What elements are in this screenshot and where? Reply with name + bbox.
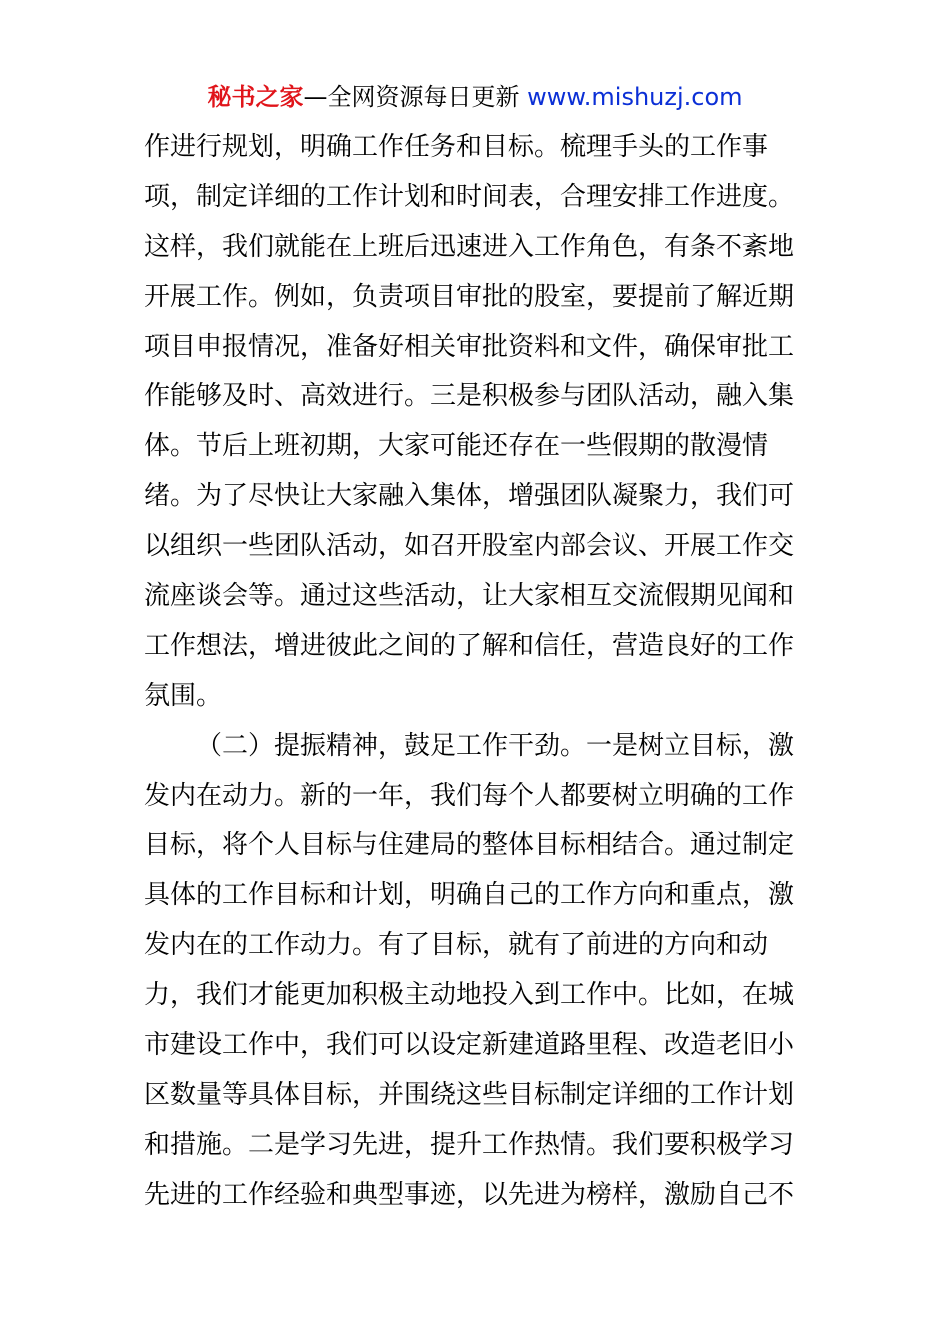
text-line: 项，制定详细的工作计划和时间表，合理安排工作进度。 — [144, 181, 795, 212]
text-line: 氛围。 — [144, 680, 223, 711]
text-line: 以组织一些团队活动，如召开股室内部会议、开展工作交 — [144, 531, 795, 562]
text-line: 开展工作。例如，负责项目审批的股室，要提前了解近期 — [144, 281, 795, 312]
text-line: 流座谈会等。通过这些活动，让大家相互交流假期见闻和 — [144, 581, 795, 612]
text-line: 这样，我们就能在上班后迅速进入工作角色，有条不紊地 — [144, 231, 795, 262]
text-line: 力，我们才能更加积极主动地投入到工作中。比如，在城 — [144, 980, 795, 1011]
text-line: 绪。为了尽快让大家融入集体，增强团队凝聚力，我们可 — [144, 481, 795, 512]
text-line: 先进的工作经验和典型事迹，以先进为榜样，激励自己不 — [144, 1179, 795, 1210]
site-slogan: —全网资源每日更新 — [303, 83, 528, 111]
text-line: 区数量等具体目标，并围绕这些目标制定详细的工作计划 — [144, 1079, 795, 1110]
site-url[interactable]: www.mishuzj.com — [527, 83, 743, 111]
section-heading-line: （二）提振精神，鼓足工作干劲。一是树立目标，激 — [196, 730, 795, 761]
text-line: 市建设工作中，我们可以设定新建道路里程、改造老旧小 — [144, 1030, 795, 1061]
text-line: 发内在的工作动力。有了目标，就有了前进的方向和动 — [144, 930, 769, 961]
text-line: 工作想法，增进彼此之间的了解和信任，营造良好的工作 — [144, 630, 795, 661]
text-line: 作进行规划，明确工作任务和目标。梳理手头的工作事 — [144, 132, 769, 162]
text-line: 发内在动力。新的一年，我们每个人都要树立明确的工作 — [144, 780, 795, 811]
text-line: 目标，将个人目标与住建局的整体目标相结合。通过制定 — [144, 830, 795, 861]
text-line: 和措施。二是学习先进，提升工作热情。我们要积极学习 — [144, 1129, 795, 1160]
site-brand: 秘书之家 — [207, 83, 304, 111]
text-line: 具体的工作目标和计划，明确自己的工作方向和重点，激 — [144, 880, 795, 911]
document-body — [144, 123, 808, 1221]
text-line: 项目申报情况，准备好相关审批资料和文件，确保审批工 — [144, 331, 795, 362]
text-line: 体。节后上班初期，大家可能还存在一些假期的散漫情 — [144, 431, 769, 462]
site-header — [0, 79, 950, 115]
text-line: 作能够及时、高效进行。三是积极参与团队活动，融入集 — [144, 381, 795, 412]
